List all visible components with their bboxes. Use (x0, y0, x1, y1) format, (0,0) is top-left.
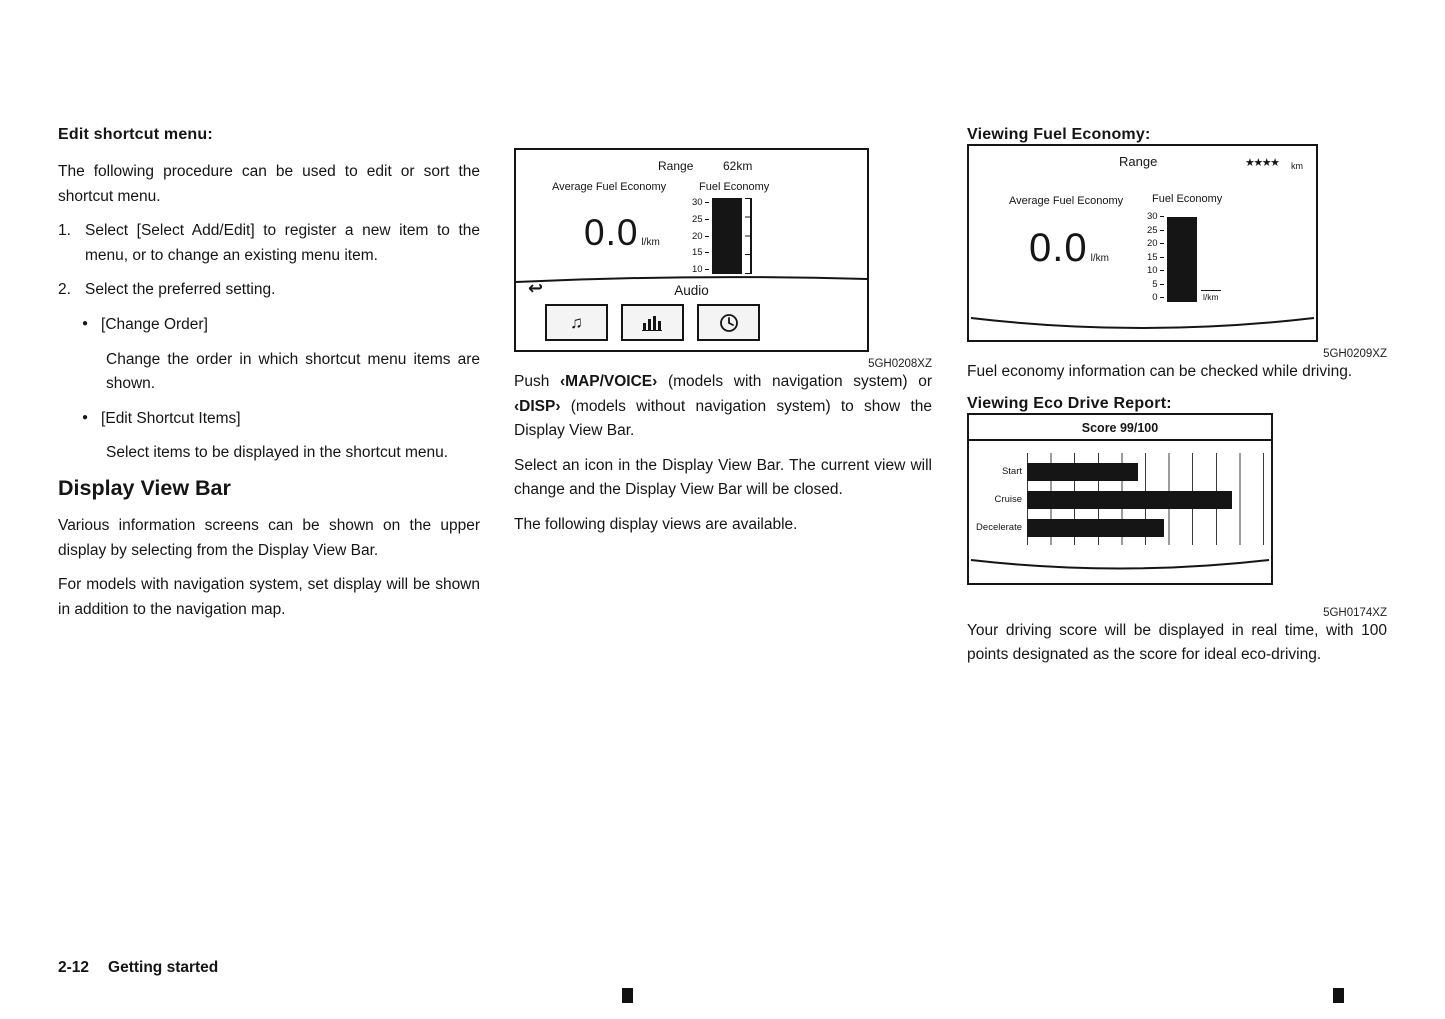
numbered-step-2 (58, 278, 480, 303)
eco-row-cruise (994, 491, 1263, 509)
eco-bar-start (1027, 463, 1138, 481)
axis-unit-label: l/km (1203, 292, 1219, 302)
range-stars: ★★★★ (1245, 157, 1279, 169)
fuel-economy-para: Fuel economy information can be checked while driving. (967, 363, 1353, 380)
text-run: (models with navigation system) or (657, 373, 933, 390)
option-label: [Change Order] (101, 315, 208, 333)
figure-caption-eco: 5GH0174XZ (1323, 606, 1387, 619)
middle-column (514, 148, 932, 548)
figure-caption-audio: 5GH0208XZ (868, 358, 932, 370)
eco-category-label: Decelerate (976, 521, 1022, 533)
eco-row-decelerate (976, 519, 1263, 537)
step-text: Select the preferred setting. (85, 281, 276, 299)
figure-caption-fuel: 5GH0209XZ (1323, 348, 1387, 360)
figure-eco-drive-report (967, 413, 1273, 585)
numbered-step-1 (58, 219, 480, 268)
screen-bottom-curve (969, 316, 1316, 340)
eco-category-label: Cruise (994, 493, 1022, 505)
fuel-economy-bar-chart (1147, 211, 1219, 303)
figure-fuel-economy (967, 144, 1318, 342)
page-number: 2-12 (58, 959, 90, 976)
text-run: (models without navigation system) to show the Display View Bar. (514, 397, 932, 440)
fuel-economy-readout (584, 212, 660, 254)
music-note-icon: ♫ (570, 312, 583, 332)
bullet-icon: ● (82, 317, 89, 329)
tick-label: 15 (1147, 253, 1164, 262)
option-change-order (58, 313, 480, 338)
range-unit: km (1291, 161, 1303, 171)
left-column (58, 126, 480, 632)
viewing-eco-drive-report-heading: Viewing Eco Drive Report: (967, 394, 1172, 412)
audio-label: Audio (674, 283, 709, 298)
chart-tick-labels (692, 198, 709, 274)
section-title: Getting started (108, 959, 219, 976)
range-label: Range (658, 159, 694, 173)
display-view-bar-buttons (545, 304, 760, 341)
screen-bottom-curve (969, 558, 1271, 580)
step-number: 1. (58, 222, 71, 240)
fuel-economy-bar (712, 198, 742, 274)
step-number: 2. (58, 281, 71, 299)
fuel-economy-view-button (621, 304, 684, 341)
display-view-bar-heading: Display View Bar (58, 475, 231, 500)
eco-bar-cruise (1027, 491, 1232, 509)
step-text: Select [Select Add/Edit] to register a new item to the menu, or to change an existing menu item. (85, 222, 480, 264)
option-edit-shortcut-items (58, 407, 480, 432)
chart-tick-labels (1147, 212, 1164, 302)
tick-label: 30 (1147, 212, 1164, 221)
fuel-unit: l/km (641, 237, 660, 248)
score-label: Score 99/100 (1081, 420, 1159, 435)
fuel-unit: l/km (1090, 253, 1109, 264)
viewing-fuel-economy-heading: Viewing Fuel Economy: (967, 126, 1151, 143)
car-display-screen (967, 413, 1273, 585)
fuel-economy-readout (1029, 226, 1109, 271)
option-label: [Edit Shortcut Items] (101, 409, 241, 427)
tick-label: 20 (1147, 239, 1164, 248)
eco-category-label: Start (1001, 465, 1022, 477)
tick-label: 25 (1147, 226, 1164, 235)
bullet-icon: ● (82, 411, 89, 423)
disp-key: ‹DISP› (514, 397, 561, 415)
fuel-economy-bar-chart (692, 198, 752, 274)
chart-axis (744, 198, 752, 274)
bar-chart-icon (642, 315, 664, 331)
select-icon-para: Select an icon in the Display View Bar. The current view will change and the Display View Bar will be closed. (514, 456, 932, 499)
chart-plot (712, 198, 742, 274)
score-divider-line (969, 439, 1271, 441)
tick-label: 10 (692, 265, 709, 274)
text-run: Push (514, 373, 560, 390)
tick-label: 20 (692, 232, 709, 241)
eco-row-start (1001, 463, 1263, 481)
driving-score-para: Your driving score will be displayed in real time, with 100 points designated as the score for ideal eco-driving. (967, 621, 1387, 664)
clock-icon (719, 313, 739, 333)
range-value: 62km (723, 159, 753, 173)
edit-shortcut-intro: The following procedure can be used to edit or sort the shortcut menu. (58, 163, 480, 205)
fuel-value: 0.0 (584, 212, 639, 253)
car-display-screen (967, 144, 1318, 342)
tick-label: 0 (1152, 293, 1163, 302)
average-fuel-economy-label: Average Fuel Economy (1009, 195, 1124, 207)
audio-view-button (545, 304, 608, 341)
tick-label: 5 (1152, 280, 1163, 289)
option-edit-shortcut-items-desc: Select items to be displayed in the shortcut menu. (106, 444, 449, 462)
eco-report-chart (976, 453, 1264, 545)
map-voice-key: ‹MAP/VOICE› (560, 373, 658, 390)
right-column (967, 126, 1387, 678)
display-view-bar-para1: Various information screens can be shown on the upper display by selecting from the Display View Bar. (58, 516, 480, 559)
tick-label: 10 (1147, 266, 1164, 275)
tick-label: 30 (692, 198, 709, 207)
page-mark-left (622, 988, 633, 1003)
display-view-bar-para2: For models with navigation system, set display will be shown in addition to the navigation map. (58, 576, 480, 618)
fuel-economy-label: Fuel Economy (699, 181, 770, 193)
clock-view-button (697, 304, 760, 341)
average-fuel-economy-label: Average Fuel Economy (552, 181, 667, 193)
eco-bar-decelerate (1027, 519, 1164, 537)
tick-label: 25 (692, 215, 709, 224)
tick-label: 15 (692, 248, 709, 257)
back-arrow-icon: ↩ (528, 278, 544, 298)
views-available-para: The following display views are available. (514, 515, 798, 533)
fuel-value: 0.0 (1029, 226, 1088, 270)
range-label: Range (1119, 154, 1158, 169)
option-change-order-desc: Change the order in which shortcut menu items are shown. (106, 350, 480, 393)
car-display-screen (514, 148, 869, 352)
page-mark-right (1333, 988, 1344, 1003)
fuel-economy-label: Fuel Economy (1152, 193, 1223, 205)
push-map-voice-para (514, 370, 932, 444)
fuel-economy-bar (1167, 217, 1197, 303)
figure-audio-display (514, 148, 869, 352)
chart-plot (1167, 212, 1197, 302)
page-footer (58, 959, 218, 977)
edit-shortcut-heading: Edit shortcut menu: (58, 126, 213, 143)
